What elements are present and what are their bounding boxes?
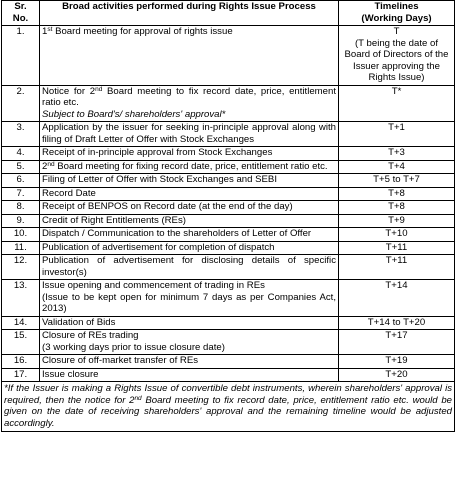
timeline-cell xyxy=(339,201,455,215)
header-activity: Broad activities performed during Rights Issue Process xyxy=(40,1,339,26)
sr-no-cell: 2. xyxy=(2,85,40,122)
table-row xyxy=(2,26,455,86)
activity-subtext: (3 working days prior to issue closure date) xyxy=(42,341,225,353)
activity-text: 2 xyxy=(42,160,48,172)
activity-text: Dispatch / Communication to the shareholders of Letter of Offer xyxy=(42,228,312,239)
timeline-cell xyxy=(339,160,455,174)
timeline-value: T+20 xyxy=(385,368,408,380)
table-row xyxy=(2,368,455,382)
activity-text: Issue opening and commencement of trading in REs xyxy=(42,280,265,291)
activity-cell xyxy=(40,241,339,255)
activity-cell xyxy=(40,160,339,174)
table-row xyxy=(2,214,455,228)
sr-no-cell: 4. xyxy=(2,147,40,161)
activity-cell xyxy=(40,228,339,242)
timeline-value: T+5 to T+7 xyxy=(373,174,420,185)
ordinal-superscript: st xyxy=(47,26,53,33)
header-row xyxy=(2,1,455,26)
table-row xyxy=(2,174,455,188)
timeline-cell xyxy=(339,122,455,147)
sr-no-cell: 8. xyxy=(2,201,40,215)
activity-cell xyxy=(40,26,339,86)
table-row xyxy=(2,241,455,255)
timeline-cell xyxy=(339,368,455,382)
header-sr-no xyxy=(2,1,40,26)
timeline-cell xyxy=(339,355,455,369)
activity-text: Application by the issuer for seeking in-principle approval along with filing of Draft Letter of Offer with Stock Exchanges xyxy=(42,122,336,145)
timeline-value: T+8 xyxy=(388,201,405,212)
timeline-value: T+8 xyxy=(388,187,405,199)
activity-cell xyxy=(40,330,339,355)
sr-no-cell: 10. xyxy=(2,228,40,242)
footnote-text-cont: Board meeting to fix record date, price, entitlement ratio etc. would be given on the date of receiving shareholders' approval and the remaining timeline would be adjusted accordingly. xyxy=(4,394,452,429)
sr-no-cell: 14. xyxy=(2,316,40,330)
activity-text: Publication of advertisement for disclosing details of specific investor(s) xyxy=(42,255,336,278)
sr-no-cell: 13. xyxy=(2,280,40,317)
activity-text: Notice for 2 xyxy=(42,85,96,97)
timeline-cell xyxy=(339,26,455,86)
activity-cell xyxy=(40,280,339,317)
header-timeline-line2: (Working Days) xyxy=(361,12,432,24)
activity-text: Filing of Letter of Offer with Stock Exchanges and SEBI xyxy=(42,174,277,185)
timeline-cell xyxy=(339,174,455,188)
footnote-row xyxy=(2,382,455,432)
activity-text-cont: Board meeting for approval of rights issue xyxy=(52,26,233,37)
table-row xyxy=(2,147,455,161)
activity-text: Validation of Bids xyxy=(42,316,116,328)
sr-no-cell: 6. xyxy=(2,174,40,188)
timeline-value: T+19 xyxy=(385,355,408,366)
timeline-note: (T being the date of Board of Directors of the Issuer approving the Rights Issue) xyxy=(344,37,449,83)
sr-no-cell: 17. xyxy=(2,368,40,382)
activity-text-cont: Board meeting for fixing record date, price, entitlement ratio etc. xyxy=(54,160,328,172)
activity-cell xyxy=(40,316,339,330)
sr-no-cell: 16. xyxy=(2,355,40,369)
timeline-value: T+14 to T+20 xyxy=(367,316,426,328)
activity-text: 1 xyxy=(42,26,48,37)
activity-text: Issue closure xyxy=(42,368,99,380)
table-row xyxy=(2,316,455,330)
timeline-cell xyxy=(339,214,455,228)
timeline-cell xyxy=(339,255,455,280)
sr-no-cell: 12. xyxy=(2,255,40,280)
sr-no-cell: 11. xyxy=(2,241,40,255)
sr-no-cell: 1. xyxy=(2,26,40,86)
activity-cell xyxy=(40,214,339,228)
activity-cell xyxy=(40,368,339,382)
timeline-value: T+9 xyxy=(388,214,405,226)
timeline-cell xyxy=(339,147,455,161)
table-row xyxy=(2,201,455,215)
timeline-value: T xyxy=(393,26,400,37)
timeline-value: T+1 xyxy=(388,122,405,133)
sr-no-cell: 15. xyxy=(2,330,40,355)
sr-no-cell: 5. xyxy=(2,160,40,174)
activity-cell xyxy=(40,255,339,280)
rights-issue-timeline-table xyxy=(1,0,455,432)
table-row xyxy=(2,280,455,317)
table-row xyxy=(2,160,455,174)
activity-text: Receipt of BENPOS on Record date (at the end of the day) xyxy=(42,201,293,212)
timeline-value: T+14 xyxy=(385,280,408,291)
approval-note: Subject to Board's/ shareholders' approval* xyxy=(42,108,226,120)
activity-text-cont: Board meeting to fix record date, price, entitlement ratio etc. xyxy=(42,85,336,108)
activity-cell xyxy=(40,147,339,161)
activity-cell xyxy=(40,122,339,147)
timeline-value: T+10 xyxy=(385,228,408,239)
table-row xyxy=(2,330,455,355)
timeline-value: T+17 xyxy=(385,330,408,341)
footnote-superscript: nd xyxy=(134,394,142,402)
activity-cell xyxy=(40,174,339,188)
activity-text: Receipt of in-principle approval from Stock Exchanges xyxy=(42,147,273,158)
timeline-cell xyxy=(339,241,455,255)
table-row xyxy=(2,122,455,147)
activity-text: Credit of Right Entitlements (REs) xyxy=(42,214,186,226)
table-row xyxy=(2,255,455,280)
table-row xyxy=(2,228,455,242)
timeline-value: T+11 xyxy=(385,255,408,266)
activity-cell xyxy=(40,355,339,369)
timeline-value: T* xyxy=(391,85,402,97)
activity-cell xyxy=(40,85,339,122)
activity-text: Closure of off-market transfer of REs xyxy=(42,355,199,366)
timeline-value: T+4 xyxy=(388,160,405,172)
table-row xyxy=(2,85,455,122)
header-sr-line1: Sr. xyxy=(14,1,27,12)
activity-cell xyxy=(40,201,339,215)
timeline-value: T+11 xyxy=(385,241,408,253)
footnote xyxy=(2,382,455,432)
timeline-cell xyxy=(339,228,455,242)
timeline-cell xyxy=(339,316,455,330)
timeline-value: T+3 xyxy=(388,147,405,158)
timeline-cell xyxy=(339,280,455,317)
ordinal-superscript: nd xyxy=(47,160,55,168)
header-timelines xyxy=(339,1,455,26)
activity-cell xyxy=(40,187,339,201)
footnote-text: *If the Issuer is making a Rights Issue of convertible debt instruments, wherein shareholders' approval is required, then the notice for 2 xyxy=(4,383,452,406)
timeline-cell xyxy=(339,330,455,355)
sr-no-cell: 7. xyxy=(2,187,40,201)
activity-text: Record Date xyxy=(42,187,96,199)
activity-text: Closure of REs trading xyxy=(42,330,139,341)
table-row xyxy=(2,187,455,201)
sr-no-cell: 9. xyxy=(2,214,40,228)
ordinal-superscript: nd xyxy=(95,85,103,93)
activity-text: Publication of advertisement for completion of dispatch xyxy=(42,241,275,253)
timeline-cell xyxy=(339,187,455,201)
sr-no-cell: 3. xyxy=(2,122,40,147)
table-row xyxy=(2,355,455,369)
timeline-cell xyxy=(339,85,455,122)
activity-subtext: (Issue to be kept open for minimum 7 days as per Companies Act, 2013) xyxy=(42,291,336,314)
header-timeline-line1: Timelines xyxy=(374,1,419,12)
header-sr-line2: No. xyxy=(12,12,29,24)
